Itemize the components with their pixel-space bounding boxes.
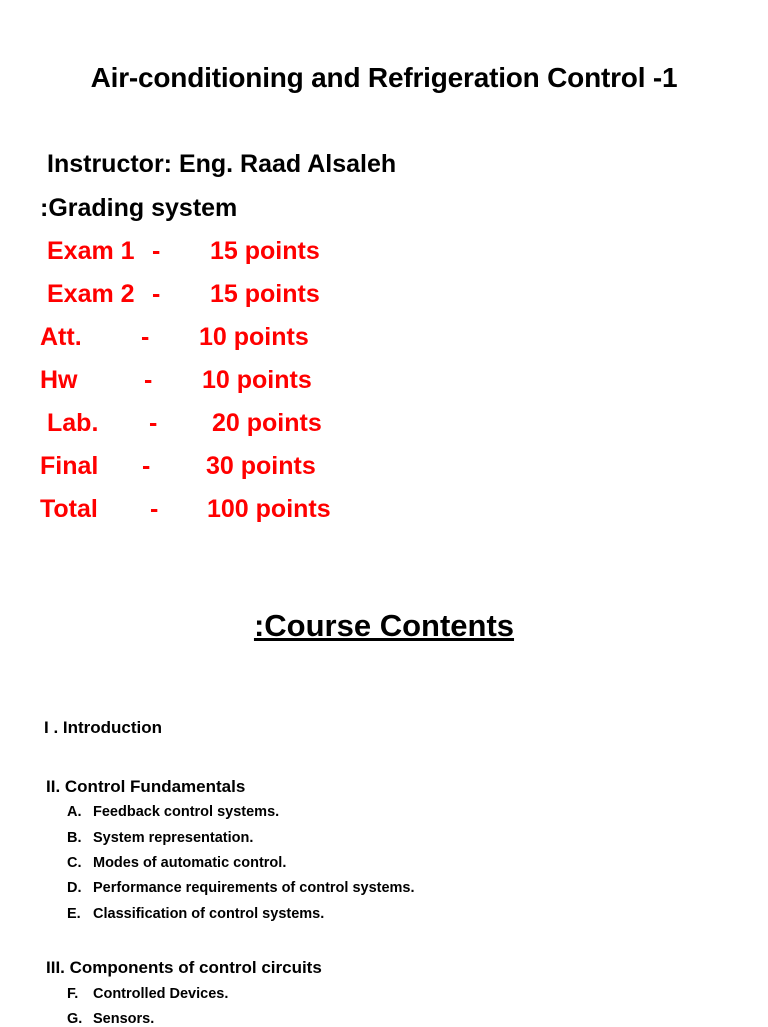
grade-name-final: Final bbox=[40, 452, 99, 480]
list-item-label: G. bbox=[67, 1011, 83, 1027]
grade-name-hw: Hw bbox=[40, 366, 78, 394]
grading-system-label: :Grading system bbox=[40, 194, 238, 222]
section-introduction: I . Introduction bbox=[44, 718, 163, 737]
list-item-label: A. bbox=[67, 804, 82, 820]
list-item-label: D. bbox=[67, 880, 82, 896]
list-item-label: C. bbox=[67, 855, 82, 871]
list-item bbox=[67, 804, 279, 820]
course-contents-heading: :Course Contents bbox=[253, 608, 515, 643]
list-item-text: Controlled Devices. bbox=[93, 986, 229, 1002]
list-item-text: Feedback control systems. bbox=[93, 804, 280, 820]
section-control-fundamentals: II. Control Fundamentals bbox=[46, 777, 246, 796]
grade-points-total: 100 points bbox=[207, 495, 331, 523]
grade-dash: - bbox=[149, 409, 158, 437]
list-item-text: Sensors. bbox=[93, 1011, 155, 1027]
list-item-text: Modes of automatic control. bbox=[93, 855, 287, 871]
grade-name-lab: Lab. bbox=[47, 409, 99, 437]
grade-dash: - bbox=[150, 495, 159, 523]
grade-dash: - bbox=[152, 237, 161, 265]
list-item-text: System representation. bbox=[93, 830, 254, 846]
list-item bbox=[67, 830, 253, 846]
grade-dash: - bbox=[141, 323, 150, 351]
list-item-text: Performance requirements of control systems. bbox=[93, 880, 415, 896]
grade-points-final: 30 points bbox=[206, 452, 316, 480]
page-title: Air-conditioning and Refrigeration Control -1 bbox=[90, 62, 678, 93]
list-item bbox=[67, 986, 228, 1002]
instructor-line: Instructor: Eng. Raad Alsaleh bbox=[47, 150, 397, 178]
grade-points-hw: 10 points bbox=[202, 366, 312, 394]
list-item-label: F. bbox=[67, 986, 79, 1002]
list-item-label: E. bbox=[67, 906, 81, 922]
grade-name-total: Total bbox=[40, 495, 98, 523]
grade-points-lab: 20 points bbox=[212, 409, 322, 437]
list-item bbox=[67, 880, 415, 896]
section-components-of-control-circuits: III. Components of control circuits bbox=[46, 958, 322, 977]
list-item bbox=[67, 906, 324, 922]
grade-dash: - bbox=[142, 452, 151, 480]
grade-dash: - bbox=[152, 280, 161, 308]
grade-name-att: Att. bbox=[40, 323, 82, 351]
list-item bbox=[67, 855, 286, 871]
grade-dash: - bbox=[144, 366, 153, 394]
list-item-label: B. bbox=[67, 830, 82, 846]
list-item-text: Classification of control systems. bbox=[93, 906, 325, 922]
grade-points-att: 10 points bbox=[199, 323, 309, 351]
grade-name-exam-1: Exam 1 bbox=[47, 237, 135, 265]
grade-name-exam-2: Exam 2 bbox=[47, 280, 135, 308]
list-item bbox=[67, 1011, 154, 1027]
grade-points-exam-2: 15 points bbox=[210, 280, 320, 308]
grade-points-exam-1: 15 points bbox=[210, 237, 320, 265]
